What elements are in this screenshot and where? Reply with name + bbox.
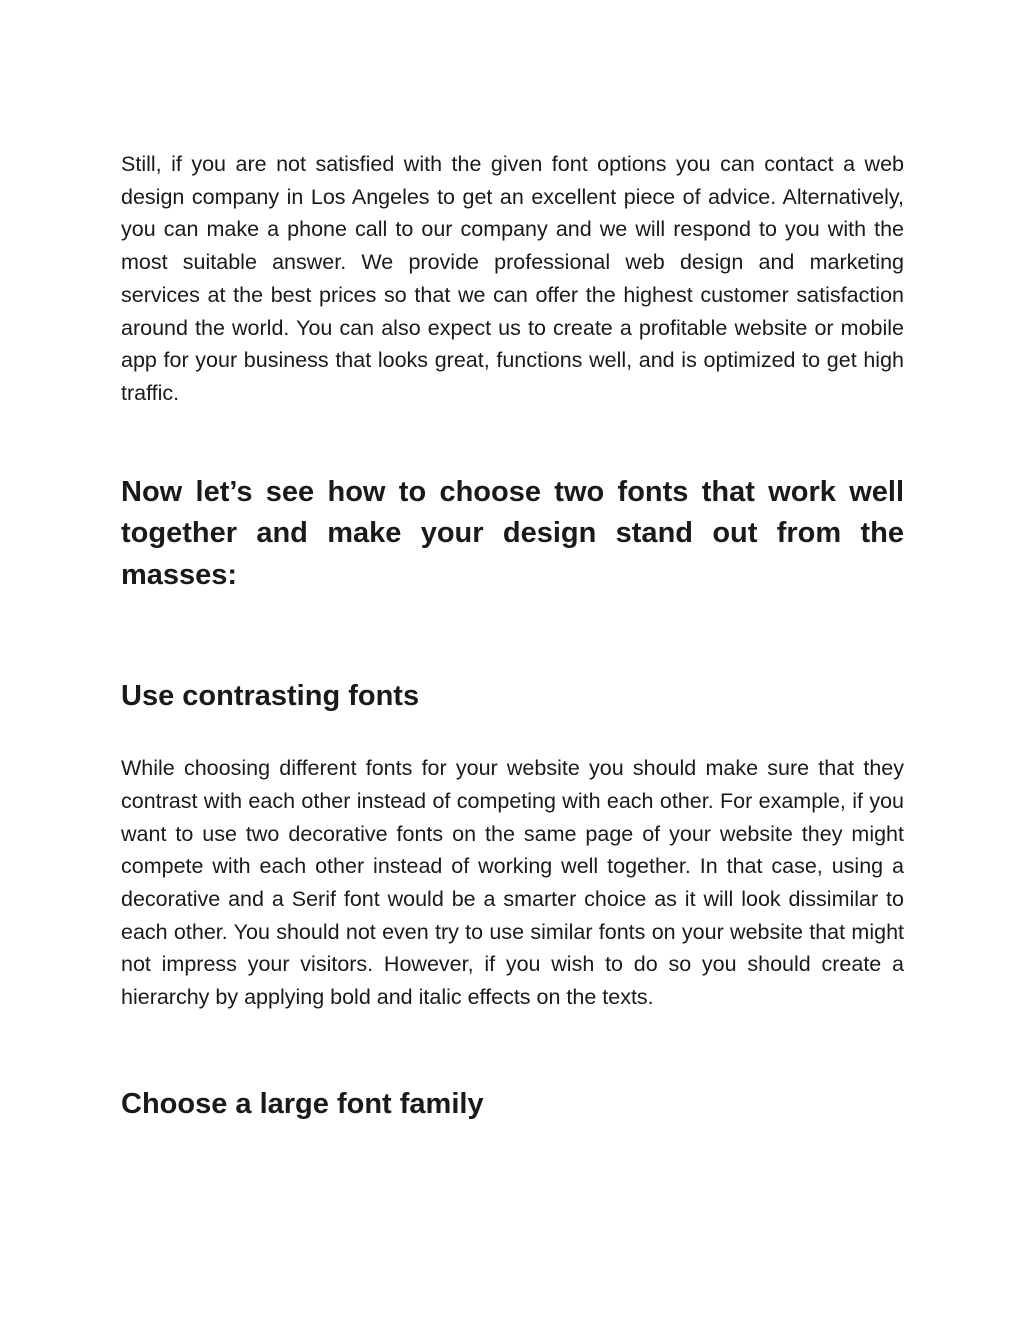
contrasting-fonts-paragraph: While choosing different fonts for your website you should make sure that they contrast with each other instead of competing with each other. For example, if you want to use two decorative fonts on the same page of your website they might compete with each other instead of working well together. In that case, using a decorative and a Serif font would be a smarter choice as it will look dissimilar to each other. You should not even try to use similar fonts on your website that might not impress your visitors. However, if you wish to do so you should create a hierarchy by applying bold and italic effects on the texts. xyxy=(121,756,904,1010)
subheading-contrasting-fonts: Use contrasting fonts xyxy=(121,680,420,713)
section-heading: Now let’s see how to choose two fonts that work well together and make your design stand out from the masses: xyxy=(121,475,904,591)
document-page xyxy=(121,148,904,1123)
intro-paragraph: Still, if you are not satisfied with the given font options you can contact a web design company in Los Angeles to get an excellent piece of advice. Alternatively, you can make a phone call to our company and we will respond to you with the most suitable answer. We provide professional web design and marketing services at the best prices so that we can offer the highest customer satisfaction around the world. You can also expect us to create a profitable website or mobile app for your business that looks great, functions well, and is optimized to get high traffic. xyxy=(121,152,904,405)
subheading-large-font-family: Choose a large font family xyxy=(121,1087,484,1120)
